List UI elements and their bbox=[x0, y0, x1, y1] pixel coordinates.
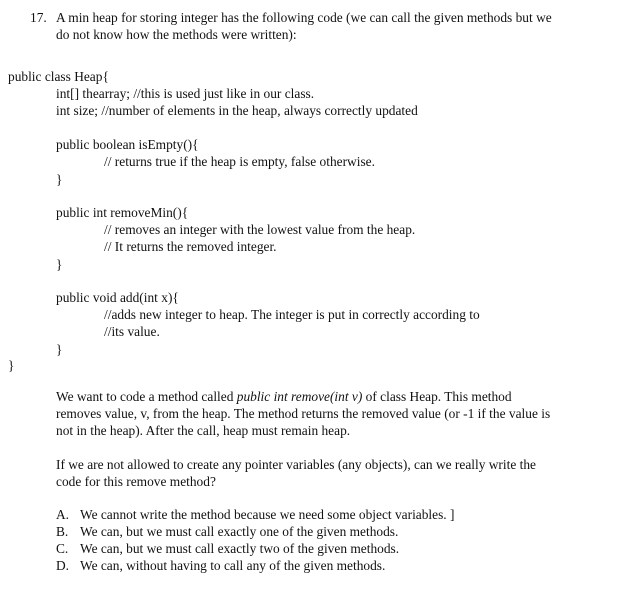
option-c-text: We can, but we must call exactly two of the given methods. bbox=[80, 541, 400, 556]
code-is-empty-comment: // returns true if the heap is empty, false otherwise. bbox=[104, 154, 375, 169]
code-add-comment-1: //adds new integer to heap. The integer is put in correctly according to bbox=[104, 307, 480, 322]
description-p1-line-1-post: of class Heap. This method bbox=[362, 389, 512, 404]
code-add-comment-2: //its value. bbox=[104, 324, 160, 339]
code-is-empty-close-brace: } bbox=[56, 172, 63, 187]
question-stem-line-2: do not know how the methods were written): bbox=[56, 27, 297, 42]
code-class-declaration: public class Heap{ bbox=[8, 69, 109, 84]
code-remove-min-comment-1: // removes an integer with the lowest value from the heap. bbox=[104, 222, 416, 237]
code-field-array: int[] thearray; //this is used just like in our class. bbox=[56, 86, 315, 101]
description-p2-line-1: If we are not allowed to create any pointer variables (any objects), can we really write the bbox=[56, 457, 536, 472]
question-number: 17. bbox=[30, 10, 47, 25]
code-remove-min-signature: public int removeMin(){ bbox=[56, 205, 189, 220]
description-p1-line-3: not in the heap). After the call, heap must remain heap. bbox=[56, 423, 351, 438]
option-b bbox=[56, 524, 398, 540]
code-class-close-brace: } bbox=[8, 358, 15, 373]
description-p1-line-2: removes value, v, from the heap. The method returns the removed value (or -1 if the value is bbox=[56, 406, 551, 421]
code-add-close-brace: } bbox=[56, 342, 63, 357]
description-p1-line-1 bbox=[56, 389, 512, 405]
option-a-text: We cannot write the method because we need some object variables. ] bbox=[80, 507, 455, 522]
remove-method-signature: public int remove(int v) bbox=[236, 389, 363, 404]
option-b-text: We can, but we must call exactly one of the given methods. bbox=[80, 524, 399, 539]
code-remove-min-comment-2: // It returns the removed integer. bbox=[104, 239, 277, 254]
code-is-empty-signature: public boolean isEmpty(){ bbox=[56, 137, 199, 152]
code-add-signature: public void add(int x){ bbox=[56, 290, 179, 305]
description-p1-line-1-pre: We want to code a method called bbox=[56, 389, 237, 404]
option-a bbox=[56, 507, 454, 523]
description-p2-line-2: code for this remove method? bbox=[56, 474, 216, 489]
option-a-letter: A. bbox=[56, 507, 70, 522]
option-d-text: We can, without having to call any of the given methods. bbox=[80, 558, 386, 573]
option-d bbox=[56, 558, 385, 574]
code-field-size: int size; //number of elements in the heap, always correctly updated bbox=[56, 103, 418, 118]
option-c-letter: C. bbox=[56, 541, 69, 556]
option-c bbox=[56, 541, 399, 557]
option-b-letter: B. bbox=[56, 524, 69, 539]
code-remove-min-close-brace: } bbox=[56, 257, 63, 272]
option-d-letter: D. bbox=[56, 558, 70, 573]
question-stem-line-1: A min heap for storing integer has the following code (we can call the given methods but we bbox=[56, 10, 552, 25]
